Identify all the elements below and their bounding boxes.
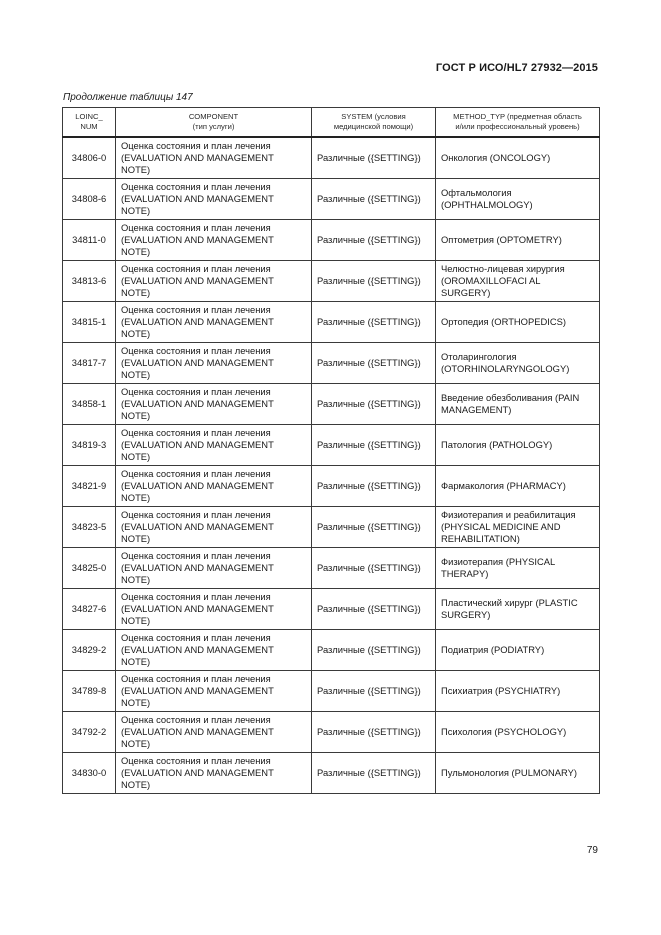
loinc-num-cell: 34823-5 (63, 507, 116, 548)
component-cell (116, 466, 312, 507)
table-row (63, 179, 600, 220)
method-typ-line: Отоларингология (441, 351, 517, 362)
component-cell (116, 179, 312, 220)
method-typ-cell (436, 179, 600, 220)
page-number: 79 (586, 845, 598, 856)
method-typ-line: Пластический хирург (PLASTIC (441, 597, 578, 608)
loinc-num-cell: 34811-0 (63, 220, 116, 261)
method-typ-cell (436, 712, 600, 753)
component-line: Оценка состояния и план лечения (121, 755, 271, 766)
table-row (63, 712, 600, 753)
table-row (63, 630, 600, 671)
method-typ-cell (436, 137, 600, 179)
table-row (63, 753, 600, 794)
system-cell: Различные ({SETTING}) (312, 753, 436, 794)
method-typ-cell (436, 302, 600, 343)
method-typ-cell (436, 466, 600, 507)
method-typ-line: (OPHTHALMOLOGY) (441, 199, 533, 210)
component-line: NOTE) (121, 492, 151, 503)
component-line: Оценка состояния и план лечения (121, 263, 271, 274)
component-cell (116, 671, 312, 712)
table-row (63, 466, 600, 507)
loinc-table (62, 107, 600, 794)
component-cell (116, 753, 312, 794)
method-typ-cell (436, 589, 600, 630)
component-line: (EVALUATION AND MANAGEMENT (121, 562, 274, 573)
component-line: (EVALUATION AND MANAGEMENT (121, 234, 274, 245)
method-typ-line: Офтальмология (441, 187, 512, 198)
method-typ-line: Физиотерапия (PHYSICAL (441, 556, 556, 567)
component-line: NOTE) (121, 615, 151, 626)
component-cell (116, 261, 312, 302)
header-row (63, 108, 600, 138)
system-cell: Различные ({SETTING}) (312, 630, 436, 671)
component-cell (116, 220, 312, 261)
table-row (63, 671, 600, 712)
system-cell: Различные ({SETTING}) (312, 548, 436, 589)
component-line: (EVALUATION AND MANAGEMENT (121, 193, 274, 204)
column-header-loinc-num (63, 108, 116, 138)
component-cell (116, 630, 312, 671)
component-line: NOTE) (121, 246, 151, 257)
component-cell (116, 589, 312, 630)
component-line: NOTE) (121, 451, 151, 462)
method-typ-cell (436, 753, 600, 794)
method-typ-line: Подиатрия (PODIATRY) (441, 644, 545, 655)
component-line: (EVALUATION AND MANAGEMENT (121, 152, 274, 163)
component-line: Оценка состояния и план лечения (121, 222, 271, 233)
table-row (63, 507, 600, 548)
column-header-line: NUM (80, 122, 98, 131)
system-cell: Различные ({SETTING}) (312, 671, 436, 712)
component-line: NOTE) (121, 779, 151, 790)
system-cell: Различные ({SETTING}) (312, 220, 436, 261)
component-cell (116, 712, 312, 753)
component-line: NOTE) (121, 738, 151, 749)
component-line: Оценка состояния и план лечения (121, 673, 271, 684)
column-header-method-typ (436, 108, 600, 138)
method-typ-line: (OTORHINOLARYNGOLOGY) (441, 363, 570, 374)
loinc-num-cell: 34792-2 (63, 712, 116, 753)
column-header-line: LOINC_ (75, 112, 103, 121)
method-typ-line: THERAPY) (441, 568, 489, 579)
component-line: NOTE) (121, 287, 151, 298)
method-typ-line: REHABILITATION) (441, 533, 520, 544)
method-typ-cell (436, 261, 600, 302)
component-cell (116, 384, 312, 425)
method-typ-line: Введение обезболивания (PAIN (441, 392, 580, 403)
component-line: NOTE) (121, 533, 151, 544)
component-line: (EVALUATION AND MANAGEMENT (121, 644, 274, 655)
component-line: (EVALUATION AND MANAGEMENT (121, 521, 274, 532)
table-row (63, 425, 600, 466)
column-header-line: (тип услуги) (192, 122, 235, 131)
method-typ-line: SURGERY) (441, 287, 491, 298)
component-cell (116, 548, 312, 589)
method-typ-line: (OROMAXILLOFACI AL (441, 275, 541, 286)
component-line: NOTE) (121, 410, 151, 421)
system-cell: Различные ({SETTING}) (312, 589, 436, 630)
component-line: Оценка состояния и план лечения (121, 345, 271, 356)
component-line: (EVALUATION AND MANAGEMENT (121, 603, 274, 614)
component-line: Оценка состояния и план лечения (121, 427, 271, 438)
component-line: (EVALUATION AND MANAGEMENT (121, 685, 274, 696)
component-line: NOTE) (121, 164, 151, 175)
loinc-num-cell: 34830-0 (63, 753, 116, 794)
method-typ-line: Психология (PSYCHOLOGY) (441, 726, 567, 737)
component-line: (EVALUATION AND MANAGEMENT (121, 275, 274, 286)
component-line: Оценка состояния и план лечения (121, 632, 271, 643)
method-typ-line: Патология (PATHOLOGY) (441, 439, 553, 450)
component-line: Оценка состояния и план лечения (121, 304, 271, 315)
component-line: Оценка состояния и план лечения (121, 140, 271, 151)
system-cell: Различные ({SETTING}) (312, 179, 436, 220)
table-row (63, 548, 600, 589)
table-row (63, 384, 600, 425)
method-typ-cell (436, 220, 600, 261)
loinc-num-cell: 34817-7 (63, 343, 116, 384)
loinc-num-cell: 34821-9 (63, 466, 116, 507)
component-cell (116, 507, 312, 548)
method-typ-line: Пульмонология (PULMONARY) (441, 767, 578, 778)
component-line: Оценка состояния и план лечения (121, 591, 271, 602)
component-line: Оценка состояния и план лечения (121, 509, 271, 520)
method-typ-line: Онкология (ONCOLOGY) (441, 152, 551, 163)
column-header-system (312, 108, 436, 138)
component-cell (116, 302, 312, 343)
system-cell: Различные ({SETTING}) (312, 712, 436, 753)
method-typ-cell (436, 384, 600, 425)
loinc-num-cell: 34789-8 (63, 671, 116, 712)
method-typ-line: Оптометрия (OPTOMETRY) (441, 234, 562, 245)
column-header-component (116, 108, 312, 138)
method-typ-line: MANAGEMENT) (441, 404, 512, 415)
system-cell: Различные ({SETTING}) (312, 507, 436, 548)
method-typ-line: Физиотерапия и реабилитация (441, 509, 576, 520)
system-cell: Различные ({SETTING}) (312, 137, 436, 179)
table-caption: Продолжение таблицы 147 (63, 92, 193, 103)
method-typ-line: (PHYSICAL MEDICINE AND (441, 521, 561, 532)
method-typ-cell (436, 425, 600, 466)
method-typ-cell (436, 630, 600, 671)
component-line: (EVALUATION AND MANAGEMENT (121, 316, 274, 327)
component-line: NOTE) (121, 697, 151, 708)
component-cell (116, 425, 312, 466)
column-header-line: COMPONENT (188, 112, 239, 121)
column-header-line: и/или профессиональный уровень) (455, 122, 580, 131)
component-line: Оценка состояния и план лечения (121, 386, 271, 397)
column-header-line: медицинской помощи) (333, 122, 414, 131)
table-row (63, 343, 600, 384)
component-line: (EVALUATION AND MANAGEMENT (121, 480, 274, 491)
component-line: Оценка состояния и план лечения (121, 714, 271, 725)
method-typ-line: SURGERY) (441, 609, 491, 620)
method-typ-cell (436, 507, 600, 548)
component-line: (EVALUATION AND MANAGEMENT (121, 439, 274, 450)
component-line: (EVALUATION AND MANAGEMENT (121, 767, 274, 778)
method-typ-cell (436, 548, 600, 589)
component-cell (116, 343, 312, 384)
loinc-num-cell: 34815-1 (63, 302, 116, 343)
table-row (63, 220, 600, 261)
system-cell: Различные ({SETTING}) (312, 384, 436, 425)
loinc-num-cell: 34813-6 (63, 261, 116, 302)
component-line: (EVALUATION AND MANAGEMENT (121, 357, 274, 368)
system-cell: Различные ({SETTING}) (312, 425, 436, 466)
loinc-num-cell: 34858-1 (63, 384, 116, 425)
loinc-num-cell: 34808-6 (63, 179, 116, 220)
loinc-num-cell: 34829-2 (63, 630, 116, 671)
loinc-num-cell: 34819-3 (63, 425, 116, 466)
component-line: (EVALUATION AND MANAGEMENT (121, 726, 274, 737)
method-typ-cell (436, 343, 600, 384)
system-cell: Различные ({SETTING}) (312, 261, 436, 302)
loinc-num-cell: 34827-6 (63, 589, 116, 630)
method-typ-line: Фармакология (PHARMACY) (441, 480, 566, 491)
component-cell (116, 137, 312, 179)
component-line: (EVALUATION AND MANAGEMENT (121, 398, 274, 409)
method-typ-line: Психиатрия (PSYCHIATRY) (441, 685, 561, 696)
component-line: NOTE) (121, 574, 151, 585)
table-row (63, 589, 600, 630)
system-cell: Различные ({SETTING}) (312, 343, 436, 384)
table-body (63, 137, 600, 794)
system-cell: Различные ({SETTING}) (312, 466, 436, 507)
column-header-line: SYSTEM (условия (341, 112, 406, 121)
method-typ-cell (436, 671, 600, 712)
component-line: Оценка состояния и план лечения (121, 550, 271, 561)
table-header (63, 108, 600, 138)
method-typ-line: Ортопедия (ORTHOPEDICS) (441, 316, 567, 327)
component-line: Оценка состояния и план лечения (121, 468, 271, 479)
component-line: Оценка состояния и план лечения (121, 181, 271, 192)
method-typ-line: Челюстно-лицевая хирургия (441, 263, 565, 274)
column-header-line: METHOD_TYP (предметная область (453, 112, 582, 121)
component-line: NOTE) (121, 205, 151, 216)
table-row (63, 302, 600, 343)
component-line: NOTE) (121, 328, 151, 339)
loinc-num-cell: 34825-0 (63, 548, 116, 589)
table-row (63, 137, 600, 179)
component-line: NOTE) (121, 369, 151, 380)
table-row (63, 261, 600, 302)
document-code: ГОСТ Р ИСО/HL7 27932—2015 (435, 62, 598, 74)
system-cell: Различные ({SETTING}) (312, 302, 436, 343)
component-line: NOTE) (121, 656, 151, 667)
loinc-num-cell: 34806-0 (63, 137, 116, 179)
